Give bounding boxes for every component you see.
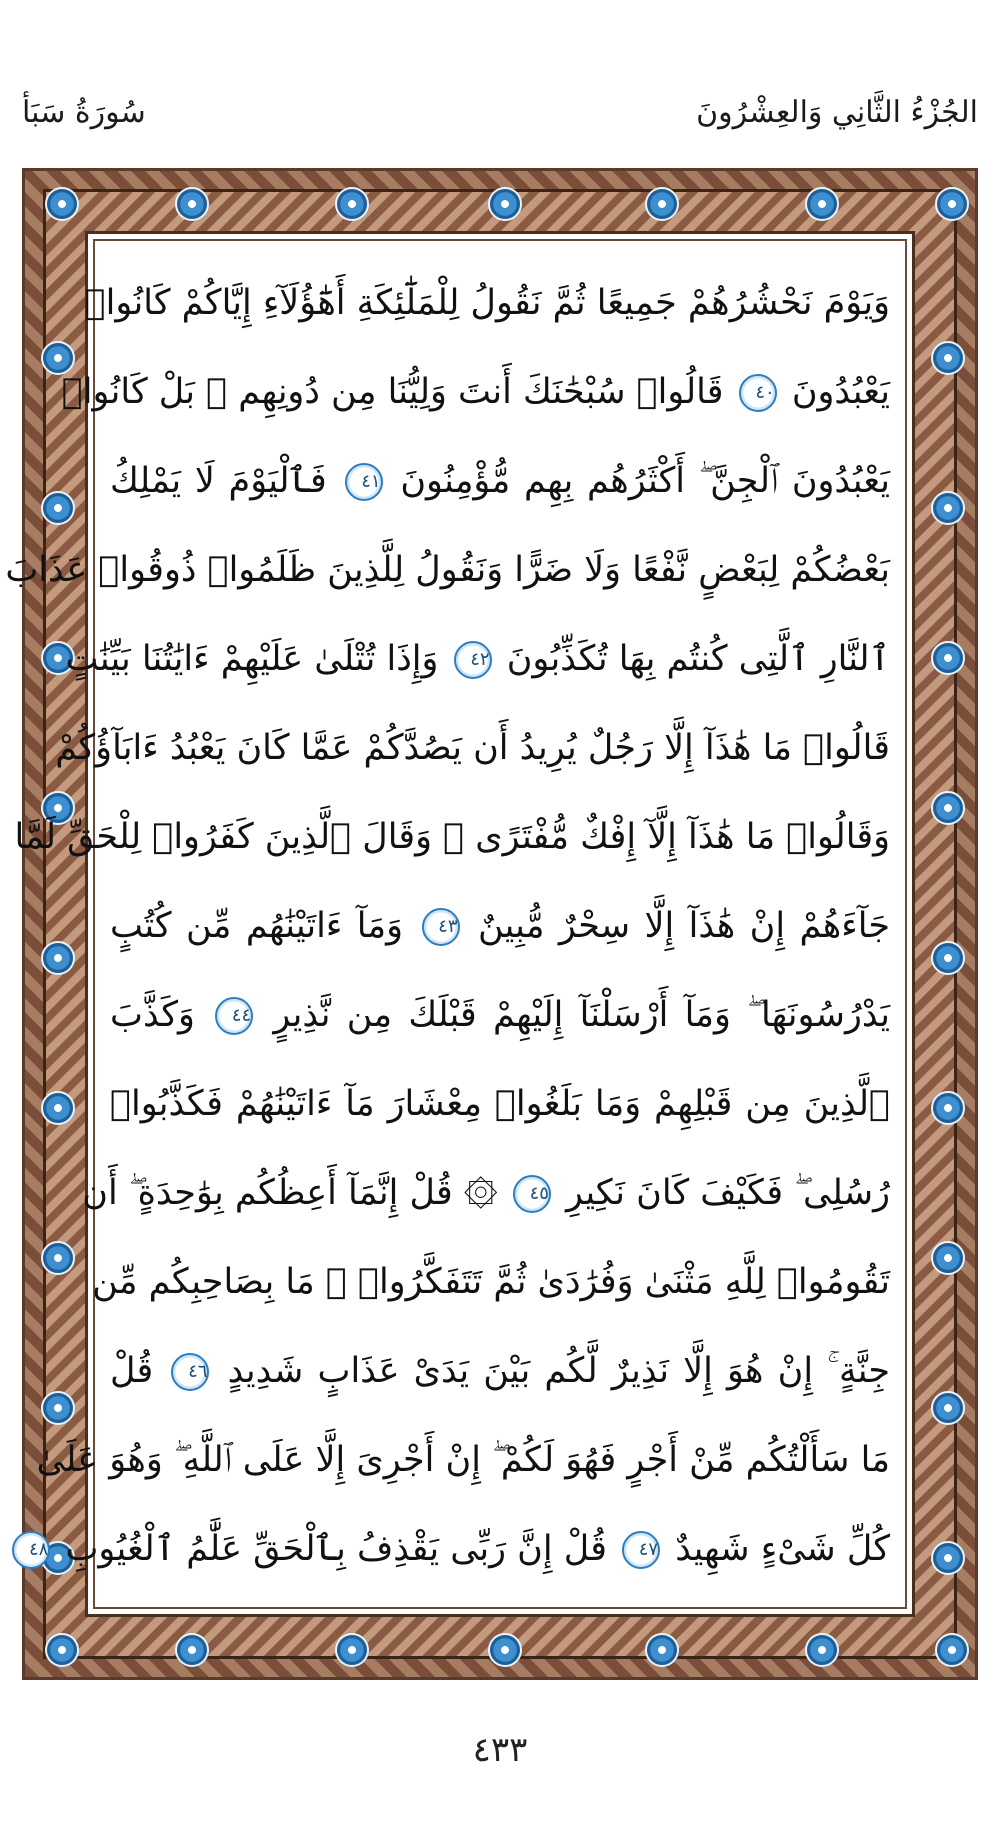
frame-medallion-icon bbox=[488, 1633, 522, 1667]
verse-line bbox=[92, 1238, 890, 1327]
ayah-number-marker: ٤٥ bbox=[513, 1175, 551, 1213]
verse-text-segment: يَعْبُدُونَ ٱلْجِنَّ ۖ أَكْثَرُهُم بِهِم مُّؤْمِنُونَ bbox=[400, 461, 890, 501]
verse-text-segment: قُلْ إِنَّ رَبِّى يَقْذِفُ بِٱلْحَقِّ عَلَّٰمُ ٱلْغُيُوبِ bbox=[65, 1529, 607, 1569]
frame-medallion-icon bbox=[175, 1633, 209, 1667]
page-header bbox=[22, 85, 978, 145]
verse-text-segment: قُلْ bbox=[110, 1351, 154, 1391]
verse-text-segment: يَعْبُدُونَ bbox=[791, 372, 890, 412]
frame-medallion-icon bbox=[805, 187, 839, 221]
frame-medallion-icon bbox=[175, 187, 209, 221]
frame-medallion-icon bbox=[488, 187, 522, 221]
frame-medallion-icon bbox=[45, 1633, 79, 1667]
frame-medallion-icon bbox=[805, 1633, 839, 1667]
verse-text-segment: بَعْضُكُمْ لِبَعْضٍ نَّفْعًا وَلَا ضَرًّا وَنَقُولُ لِلَّذِينَ ظَلَمُوا۟ ذُوقُوا۟ عَذَابَ bbox=[5, 550, 890, 590]
frame-medallion-icon bbox=[335, 1633, 369, 1667]
verse-text-segment: وَمَآ ءَاتَيْنَٰهُم مِّن كُتُبٍ bbox=[110, 906, 404, 946]
frame-medallion-icon bbox=[41, 941, 75, 975]
frame-medallion-icon bbox=[335, 187, 369, 221]
frame-medallion-icon bbox=[645, 1633, 679, 1667]
verse-line bbox=[36, 1416, 890, 1505]
ayah-number-marker: ٤٧ bbox=[622, 1531, 660, 1569]
verse-text-segment: قَالُوا۟ سُبْحَٰنَكَ أَنتَ وَلِيُّنَا مِن دُونِهِم ۖ بَلْ كَانُوا۟ bbox=[61, 372, 724, 412]
ayah-number-marker: ٤٦ bbox=[171, 1353, 209, 1391]
ayah-number-marker: ٤٨ bbox=[12, 1531, 50, 1569]
verses-text bbox=[5, 259, 890, 1589]
frame-medallion-icon bbox=[935, 1633, 969, 1667]
verse-line bbox=[84, 259, 890, 348]
frame-medallion-icon bbox=[931, 1241, 965, 1275]
frame-medallion-icon bbox=[931, 1091, 965, 1125]
verse-text-segment: كُلِّ شَىْءٍ شَهِيدٌ bbox=[675, 1529, 890, 1569]
frame-medallion-icon bbox=[931, 1541, 965, 1575]
frame-medallion-icon bbox=[41, 491, 75, 525]
ayah-number-marker: ٤٣ bbox=[422, 908, 460, 946]
verse-text-segment: مَا سَأَلْتُكُم مِّنْ أَجْرٍ فَهُوَ لَكُمْ ۖ إِنْ أَجْرِىَ إِلَّا عَلَى ٱللَّهِ ۖ وَهُوَ عَلَىٰ bbox=[36, 1440, 890, 1480]
verse-line bbox=[110, 1060, 890, 1149]
frame-medallion-icon bbox=[41, 1241, 75, 1275]
verse-text-segment: وَكَذَّبَ bbox=[110, 995, 195, 1035]
ayah-number-marker: ٤٤ bbox=[215, 997, 253, 1035]
ornamental-frame bbox=[5, 168, 978, 1680]
verse-line bbox=[61, 348, 890, 437]
verse-text-segment: رُسُلِى ۖ فَكَيْفَ كَانَ نَكِيرِ bbox=[566, 1173, 890, 1213]
verse-text-segment: جَآءَهُمْ إِنْ هَٰذَآ إِلَّا سِحْرٌ مُّبِينٌ bbox=[477, 906, 890, 946]
frame-medallion-icon bbox=[931, 641, 965, 675]
verse-line bbox=[110, 971, 890, 1060]
frame-medallion-icon bbox=[931, 1391, 965, 1425]
ayah-number-marker: ٤٢ bbox=[454, 641, 492, 679]
verse-text-segment: ۞ قُلْ إِنَّمَآ أَعِظُكُم بِوَٰحِدَةٍ ۖ أَن bbox=[82, 1173, 498, 1213]
verse-text-segment: فَٱلْيَوْمَ لَا يَمْلِكُ bbox=[110, 461, 327, 501]
verse-line bbox=[65, 615, 890, 704]
frame-medallion-icon bbox=[931, 791, 965, 825]
verse-text-segment: ٱلنَّارِ ٱلَّتِى كُنتُم بِهَا تُكَذِّبُونَ bbox=[506, 639, 890, 679]
page-number: ٤٣٣ bbox=[472, 1730, 528, 1770]
verse-line bbox=[110, 1327, 890, 1416]
verse-line bbox=[29, 1505, 890, 1594]
frame-medallion-icon bbox=[45, 187, 79, 221]
frame-medallion-icon bbox=[931, 491, 965, 525]
ayah-number-marker: ٤١ bbox=[345, 463, 383, 501]
verse-line bbox=[82, 1149, 890, 1238]
verse-line bbox=[5, 526, 890, 615]
frame-medallion-icon bbox=[645, 187, 679, 221]
verse-text-segment: قَالُوا۟ مَا هَٰذَآ إِلَّا رَجُلٌ يُرِيدُ أَن يَصُدَّكُمْ عَمَّا كَانَ يَعْبُدُ ءَابَآؤُكُمْ bbox=[55, 728, 890, 768]
frame-medallion-icon bbox=[41, 1091, 75, 1125]
verse-text-segment: تَقُومُوا۟ لِلَّهِ مَثْنَىٰ وَفُرَٰدَىٰ ثُمَّ تَتَفَكَّرُوا۟ ۚ مَا بِصَاحِبِكُم مِّن bbox=[92, 1262, 890, 1302]
juz-title: الجُزْءُ الثَّانِي وَالعِشْرُونَ bbox=[696, 95, 978, 130]
verse-text-segment: وَقَالُوا۟ مَا هَٰذَآ إِلَّآ إِفْكٌ مُّفْتَرًى ۚ وَقَالَ ٱلَّذِينَ كَفَرُوا۟ لِلْحَقِّ لَمَّا bbox=[14, 817, 890, 857]
verse-line bbox=[110, 882, 890, 971]
surah-title: سُورَةُ سَبَأ bbox=[22, 95, 146, 130]
verse-text-segment: وَإِذَا تُتْلَىٰ عَلَيْهِمْ ءَايَٰتُنَا بَيِّنَٰتٍ bbox=[65, 639, 439, 679]
verse-text-segment: جِنَّةٍ ۚ إِنْ هُوَ إِلَّا نَذِيرٌ لَّكُم بَيْنَ يَدَىْ عَذَابٍ شَدِيدٍ bbox=[227, 1351, 890, 1391]
quran-text-area bbox=[5, 231, 915, 1617]
ayah-number-marker: ٤٠ bbox=[739, 374, 777, 412]
verse-text-segment: ٱلَّذِينَ مِن قَبْلِهِمْ وَمَا بَلَغُوا۟ مِعْشَارَ مَآ ءَاتَيْنَٰهُمْ فَكَذَّبُوا۟ bbox=[110, 1084, 890, 1124]
verse-text-segment: يَدْرُسُونَهَا ۖ وَمَآ أَرْسَلْنَآ إِلَيْهِمْ قَبْلَكَ مِن نَّذِيرٍ bbox=[273, 995, 890, 1035]
frame-medallion-icon bbox=[931, 941, 965, 975]
verse-line bbox=[55, 704, 890, 793]
verse-line bbox=[14, 793, 890, 882]
frame-medallion-icon bbox=[931, 341, 965, 375]
frame-medallion-icon bbox=[935, 187, 969, 221]
verse-text-segment: وَيَوْمَ نَحْشُرُهُمْ جَمِيعًا ثُمَّ نَقُولُ لِلْمَلَٰٓئِكَةِ أَهَٰٓؤُلَآءِ إِيَّاكُمْ كَانُوا۟ bbox=[84, 283, 890, 323]
verse-line bbox=[110, 437, 890, 526]
